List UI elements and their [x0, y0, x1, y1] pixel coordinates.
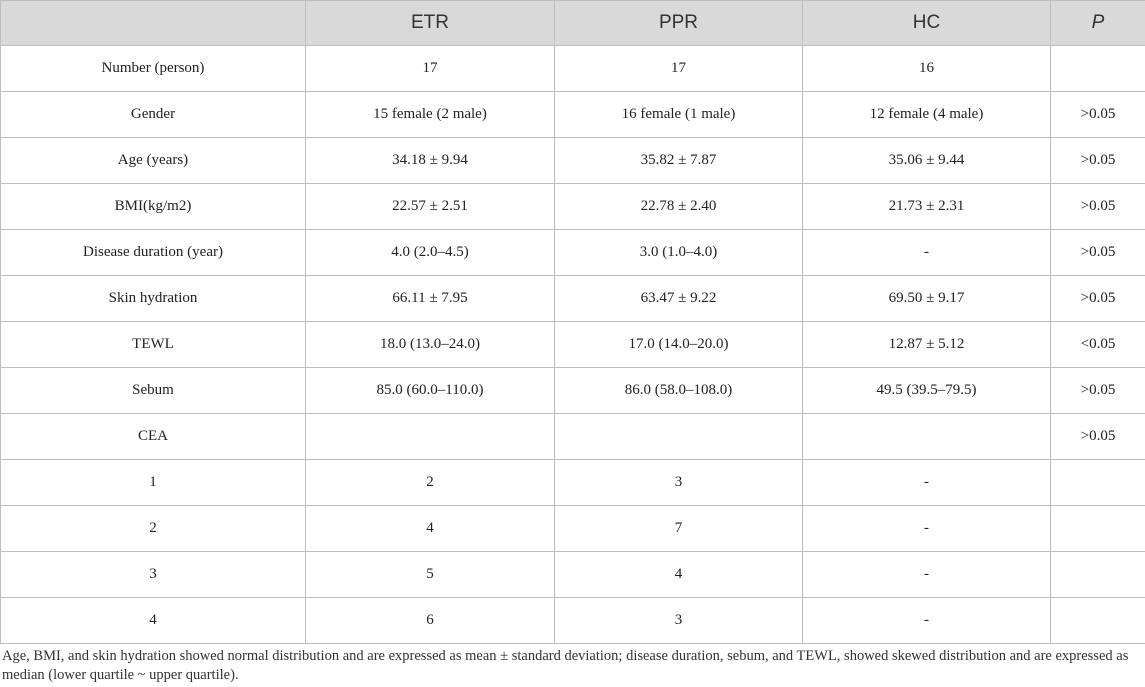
cell-etr: 15 female (2 male) [306, 92, 555, 138]
table-row [1, 368, 1145, 414]
table-row [1, 506, 1145, 552]
cell-ppr: 3 [555, 460, 803, 506]
cell-etr: 17 [306, 46, 555, 92]
cell-p: >0.05 [1051, 276, 1145, 322]
row-label: BMI(kg/m2) [1, 184, 306, 230]
cell-hc: 12.87 ± 5.12 [803, 322, 1051, 368]
cell-ppr: 17.0 (14.0–20.0) [555, 322, 803, 368]
header-cell-etr: ETR [306, 1, 555, 46]
header-row [1, 1, 1145, 46]
table-row [1, 46, 1145, 92]
cell-p: >0.05 [1051, 368, 1145, 414]
cell-ppr: 7 [555, 506, 803, 552]
cell-p [1051, 552, 1145, 598]
cell-etr: 22.57 ± 2.51 [306, 184, 555, 230]
header-cell-hc: HC [803, 1, 1051, 46]
cell-hc: - [803, 552, 1051, 598]
cell-hc: - [803, 460, 1051, 506]
row-label: 1 [1, 460, 306, 506]
cell-ppr: 16 female (1 male) [555, 92, 803, 138]
row-label: CEA [1, 414, 306, 460]
cell-ppr [555, 414, 803, 460]
cell-p: >0.05 [1051, 414, 1145, 460]
cell-etr: 2 [306, 460, 555, 506]
table-row [1, 184, 1145, 230]
cell-hc: 49.5 (39.5–79.5) [803, 368, 1051, 414]
cell-etr: 6 [306, 598, 555, 644]
row-label: 3 [1, 552, 306, 598]
cell-p: <0.05 [1051, 322, 1145, 368]
header-cell-p: P [1051, 1, 1145, 46]
cell-p: >0.05 [1051, 184, 1145, 230]
cell-ppr: 3.0 (1.0–4.0) [555, 230, 803, 276]
cell-hc: 69.50 ± 9.17 [803, 276, 1051, 322]
table-row [1, 138, 1145, 184]
row-label: 4 [1, 598, 306, 644]
cell-hc: 21.73 ± 2.31 [803, 184, 1051, 230]
cell-etr: 4 [306, 506, 555, 552]
table-row [1, 460, 1145, 506]
cell-p [1051, 598, 1145, 644]
cell-p: >0.05 [1051, 92, 1145, 138]
cell-p: >0.05 [1051, 230, 1145, 276]
cell-hc: 16 [803, 46, 1051, 92]
row-label: Gender [1, 92, 306, 138]
cell-hc: - [803, 598, 1051, 644]
row-label: Number (person) [1, 46, 306, 92]
cell-hc [803, 414, 1051, 460]
table-row [1, 598, 1145, 644]
table-row [1, 92, 1145, 138]
cell-hc: 12 female (4 male) [803, 92, 1051, 138]
cell-etr: 4.0 (2.0–4.5) [306, 230, 555, 276]
table-row [1, 322, 1145, 368]
cell-etr: 85.0 (60.0–110.0) [306, 368, 555, 414]
row-label: TEWL [1, 322, 306, 368]
cell-p [1051, 506, 1145, 552]
table-row [1, 414, 1145, 460]
cell-hc: 35.06 ± 9.44 [803, 138, 1051, 184]
cell-p [1051, 46, 1145, 92]
table-row [1, 230, 1145, 276]
cell-hc: - [803, 230, 1051, 276]
cell-etr: 34.18 ± 9.94 [306, 138, 555, 184]
cell-etr: 66.11 ± 7.95 [306, 276, 555, 322]
cell-etr: 5 [306, 552, 555, 598]
cell-ppr: 3 [555, 598, 803, 644]
cell-ppr: 22.78 ± 2.40 [555, 184, 803, 230]
header-cell-ppr: PPR [555, 1, 803, 46]
row-label: Disease duration (year) [1, 230, 306, 276]
row-label: Skin hydration [1, 276, 306, 322]
row-label: 2 [1, 506, 306, 552]
cell-etr [306, 414, 555, 460]
cell-ppr: 17 [555, 46, 803, 92]
cell-ppr: 86.0 (58.0–108.0) [555, 368, 803, 414]
cell-ppr: 63.47 ± 9.22 [555, 276, 803, 322]
cell-etr: 18.0 (13.0–24.0) [306, 322, 555, 368]
table-footnote: Age, BMI, and skin hydration showed normal distribution and are expressed as mean ± standard deviation; disease duration, sebum, and TEWL, showed skewed distribution and are expressed as median (lower quartile ~ upper quartile). [2, 648, 1129, 683]
cell-hc: - [803, 506, 1051, 552]
cell-ppr: 35.82 ± 7.87 [555, 138, 803, 184]
row-label: Age (years) [1, 138, 306, 184]
header-cell-label [1, 1, 306, 46]
cell-p: >0.05 [1051, 138, 1145, 184]
cell-ppr: 4 [555, 552, 803, 598]
cell-p [1051, 460, 1145, 506]
table-row [1, 552, 1145, 598]
table-row [1, 276, 1145, 322]
row-label: Sebum [1, 368, 306, 414]
